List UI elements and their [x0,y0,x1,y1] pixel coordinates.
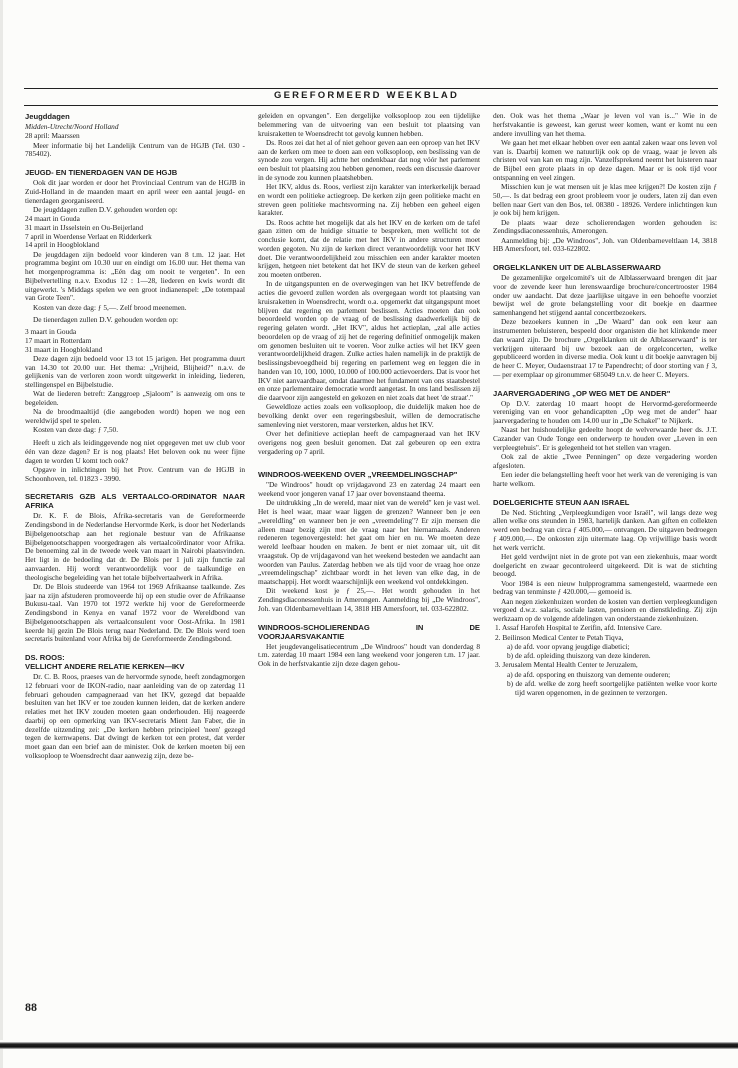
hospital-list-item: b) de afd. welke de zorg heeft soortgelijke patiënten welke voor korte tijd waren opgenomen, in de gezinnen te verzorgen. [507,678,717,697]
tiener-paragraph: Opgave in inlichtingen bij het Prov. Centrum van de HGJB in Schoonhoven, tel. 01823 - 3990. [25,464,245,483]
masthead [24,88,718,106]
scholieren-paragraph: We gaan het met elkaar hebben over een aantal zaken waar ons leven vol van is. Daarbij komen we natuurlijk ook op de vraag, waar je leven als christen vol van kan en mag zijn. Vanzelfsprekend neemt het luisteren naar de Bijbel een grote plaats in op deze dagen. Maar er is ook tijd voor ontspanning en veel zingen. [493,137,717,182]
afrika-heading: SECRETARIS GZB ALS VERTAALCO-ORDINATOR NAAR AFRIKA [25,492,245,511]
afrika-paragraph: Dr. De Blois studeerde van 1964 tot 1969 Afrikaanse taalkunde. Zes jaar na zijn afstuderen promoveerde hij op een studie over de Afrikaanse Bukusu-taal. Van 1970 tot 1972 werkte hij voor de Gereformeerde Zendingsbond in Kenya en vanaf 1972 voor de Wereldbond van Bijbelgenootschappen als vertaalconsulent voor Oost-Afrika. In 1981 keerde hij gezin De Blois terug naar Nederland. Dr. De Blois werd toen secretaris buitenland voor Afrika bij de Gereformeerde Zendingsbond. [25,581,245,644]
ikv-paragraph: In de uitgangspunten en de overwegingen van het IKV betreffende de acties die gevoerd zullen worden als overgegaan wordt tot plaatsing van kruisraketten in Woensdrecht, wordt o.a. opgemerkt dat uitgangspunt moet blijven dat regering en parlement beslissen. Acties moeten dan ook beoordeeld worden op de vraag of de beslissing daadwerkelijk bij de regering gelaten wordt. „Het IKV", aldus het actieplan, „zal alle acties beoordelen op de vraag of zij het de regering definitief onmogelijk maken om genomen besluiten uit te voeren. Voor zulke acties wil het IKV geen verantwoordelijkheid dragen. Zulke acties halen namelijk in de praktijk de beslissingsbevoegdheid bij regering en parlement weg en leggen die in handen van 10, 100, 1000, 10.000 of 100.000 actievoerders. Dat is voor het IKV niet aanvaardbaar, omdat daarmee het fundament van ons staatsbestel en onze parlementaire democratie wordt aangetast. In ons land beslissen zij die daarvoor zijn aangesteld en gekozen en niet zoals dat heet 'de straat'." [258,279,480,402]
roos-paragraph: Dr. C. B. Roos, praeses van de hervormde synode, heeft zondagmorgen 12 februari voor de IKON-radio, naar aanleiding van de op zaterdag 11 februari gehouden campagneraad van het IKV, gezegd dat bepaalde besluiten van het IKV er toe zouden kunnen leiden, dat de kerken andere relaties met het IKV zouden moeten gaan onderhouden. Hij reageerde daarbij op een opmerking van IKV-secretaris Mient Jan Faber, die in dezelfde uitzending zei: „De kerken hebben principieel 'neen' gezegd tegen de kernwapens. Dat dwingt de kerken tot een protest, dat verder moet gaan dan een brief aan de minister. Ook de kerken moeten bij een volksoploop te Woensdrecht daar aanwezig zijn, deze be- [25,672,245,760]
tiener-paragraph: Ook dit jaar worden er door het Provinciaal Centrum van de HGJB in Zuid-Holland in de maanden maart en april weer een aantal jeugd- en tienerdagen georganiseerd. [25,178,245,205]
masthead-title: GEREFORMEERD WEEKBLAD [274,90,460,101]
jaarvergadering-paragraph: Een ieder die belangstelling heeft voor het werk van de vereniging is van harte welkom. [493,470,717,488]
scholieren-paragraph: den. Ook was het thema „Waar je leven vol van is..." Wie in de herfstvakantie is geweest, kan gerust weer komen, want er komt nu een andere invulling van het thema. [493,112,717,138]
jeugddagen-region: Midden-Utrecht/Noord Holland [25,122,119,131]
tiener-paragraph: De jeugddagen zullen D.V. gehouden worden op: [33,204,178,214]
israel-heading: DOELGERICHTE STEUN AAN ISRAEL [493,497,630,507]
ikv-paragraph: Over het definitieve actieplan heeft de campagneraad van het IKV overigens nog geen besluit genomen. Dat zal gebeuren op een extra vergadering op 7 april. [258,429,480,456]
ikv-paragraph: Ds. Roos achtte het mogelijk dat als het IKV en de kerken om de tafel gaan zitten om de huidige situatie te bespreken, men wellicht tot de conclusie komt, dat de relatie met het IKV in andere structuren moet worden gegoten. Nu zijn de kerken direct verantwoordelijk voor het IKV doet. Die verantwoordelijkheid zou misschien een ander karakter moeten krijgen, hetgeen niet betekent dat het IKV de steun van de kerken geheel zou moeten ontberen. [258,217,480,279]
tiener-paragraph: De tienerdagen zullen D.V. gehouden worden op: [33,315,179,325]
column-2 [258,112,480,972]
tiener-paragraph: Kosten van deze dag: ƒ 7,50. [33,425,119,435]
windroos-paragraph: Dit weekend kost je ƒ 25,—. Het wordt gehouden in het Zendingsdiaconessenhuis in Amerongen. Aanmelding bij „De Windroos", Joh. van Oldenbarneveltlaan 14, 3818 HB Amersfoort, tel. 033-622802. [258,586,480,613]
orgel-paragraph: Deze bezoekers kunnen in „De Waard" dan ook een keur aan instrumenten beluisteren, bespeeld door organisten die het klinkende meer dan waard zijn. De brochure „Orgelklanken uit de Alblasserwaard" is ter verkrijgen uiteraard bij uw bezoek aan de orgelconcerten, welke gepubliceerd worden in diverse media. Ook kunt u dit boekje aanvragen bij de heer C. Meyer, Oudaenstraat 17 te Papendrecht; of door storting van ƒ 3,— per exemplaar op gironummer 685049 t.n.v. de heer C. Meyers. [493,317,717,379]
hospital-list-item: a) de afd. opsporing en thuiszorg van demente ouderen; [507,669,671,679]
tiener-paragraph: Deze dagen zijn bedoeld voor 13 tot 15 jarigen. Het programma duurt van 14.30 tot 20.00 uur. Het thema: „Vrijheid, Blijheid?" n.a.v. de gelijkenis van de verloren zoon wordt uitgewerkt in inleiding, liederen, stellingenspel en Bijbelstudie. [25,353,245,389]
roos-heading: DS. ROOS: VELLICHT ANDERE RELATIE KERKEN—IKV [25,653,185,671]
column-1 [25,112,245,872]
tiener-paragraph: Kosten van deze dag: ƒ 5,—. Zelf brood meenemen. [33,302,187,312]
jeugddagen-date: 28 april: Maarssen [25,131,80,141]
windroos-paragraph: De uitdrukking „In de wereld, maar niet van de wereld" ken je vast wel. Het is heel waar, maar waar liggen de grenzen? Wanneer ben je een „wereldling" en wanneer ben je een „vreemdeling"? Er zijn mensen die alleen maar bezig zijn met de vraag naar het hiernamaals. Anderen redeneren tegenovergesteld: het gaat om hier en nu. We moeten deze wereld leefbaar houden en maken. Je bent er niet zomaar uit, uit dit vraagstuk. Op de vrijdagavond van het weekend besteden we aandacht aan woorden van Paulus. Zaterdag hebben we als tijd voor de vraag hoe onze „vreemdelingschap" zichtbaar wordt in het leven van elke dag, in de maatschappij. Het wordt waarschijnlijk een weekend vol ontdekkingen. [258,498,480,586]
israel-paragraph: De Ned. Stichting „Verpleegkundigen voor Israël", wil langs deze weg allen welke ons steunden in 1983, hartelijk danken. Aan giften en collekten werd een bedrag van circa ƒ 405.000,— ontvangen. De uitgaven bedroegen ƒ 409.000,—. De onkosten zijn uitermate laag. Op vrijwillige basis wordt het werk verricht. [493,507,717,552]
tiener-paragraph: Heeft u zich als leidinggevende nog niet opgegeven met uw club voor één van deze dagen? Er is nog plaats! Het beloven ook nu weer fijne dagen te worden U komt toch ook? [25,438,245,465]
jaarvergadering-heading: JAARVERGADERING „OP WEG MET DE ANDER" [493,388,671,398]
israel-paragraph: Het geld verdwijnt niet in de grote pot van een ziekenhuis, maar wordt doelgericht en zwaar gecontroleerd uitgekeerd. Dit is wat de stichting beoogd. [493,551,717,579]
israel-paragraph: Aan negen ziekenhuizen worden de kosten van dertien verpleegkundigen vergoed d.w.z. salaris, sociale lasten, pensioen en dienstkleding. Zij zijn werkzaam op de volgende afdelingen van onderstaande ziekenhuizen. [493,596,717,623]
ikv-paragraph: geleiden en opvangen". Een dergelijke volksoploop zou een tijdelijke belemmering van de uitvoering van een besluit tot plaatsing van kruisraketten te Woensdrecht tot gevolg kunnen hebben. [258,112,480,138]
tiener-paragraph: De jeugddagen zijn bedoeld voor kinderen van 8 t.m. 12 jaar. Het programma begint om 10.30 uur en eindigt om 16.00 uur. Het thema van het morgenprogramma is: „Eén dag om nooit te vergeten". In een Bijbelvertelling n.a.v. Exodus 12 : 1—28, liederen en kwis wordt dit uitgewerkt. 's Middags spelen we een groot indianenspel: „De totempaal van Grote Teen". [25,249,245,303]
column-3 [493,112,717,972]
scholieren-heading: WINDROOS-SCHOLIERENDAG IN DE VOORJAARSVAKANTIE [258,622,480,641]
windroos-heading: WINDROOS-WEEKEND OVER „VREEMDELINGSCHAP" [258,470,458,480]
tiener-date-list: 24 maart in Gouda 31 maart in IJsselstein en Ou-Beijerland 7 april in Woerdense Verlaat en Ridderkerk 14 april in Hoogblokland [25,214,152,250]
scholieren-paragraph: Het jeugdevangelisatiecentrum „De Windroos" houdt van donderdag 8 t.m. zaterdag 10 maart 1984 een lang weekend voor jongeren t.m. 17 jaar. Ook in de herfstvakantie zijn deze dagen gehou- [258,641,480,668]
jeugddagen-heading: Jeugddagen [25,112,70,121]
hospital-list-item: 3. Jerusalem Mental Health Center te Jeruzalem, [495,660,638,670]
tiener-heading: JEUGD- EN TIENERDAGEN VAN DE HGJB [25,168,178,177]
ikv-paragraph: Ds. Roos zei dat het al of niet gehoor geven aan een oproep van het IKV aan de kerken om mee te doen aan een volksoploop, een beslissing van de synode zou vergen. Hij achtte het ondenkbaar dat nog vóór het parlement een besluit tot plaatsing zou hebben genomen, reeds een discussie daarover in de synode zou kunnen plaatshebben. [258,137,480,182]
windroos-paragraph: "De Windroos" houdt op vrijdagavond 23 en zaterdag 24 maart een weekend voor jongeren vanaf 17 jaar over bovenstaand theema. [258,480,480,498]
afrika-paragraph: Dr. K. F. de Blois, Afrika-secretaris van de Gereformeerde Zendingsbond in de Nederlandse Hervormde Kerk, is door het Nederlands Bijbelgenootschap aan het regionale bestuur van de Afrikaanse Bijbelgenootschappen voorgedragen als vertaalcoördinator voor Afrika. De benoeming zal in de tweede week van maart in Nairobi plaatsvinden. Het ligt in de bedoeling dat dr. De Blois per 1 juli zijn functie zal aanvaarden. Hij wordt verantwoordelijk voor de taalkundige en theologische begeleiding van het totale bijbelvertaalwerk in Afrika. [25,511,245,582]
jaarvergadering-paragraph: Ook zal de aktie „Twee Penningen" op deze vergadering worden afgesloten. [493,452,717,470]
jaarvergadering-paragraph: Op D.V. zaterdag 10 maart hoopt de Hervormd-gereformeerde vereniging van en voor gehandicaptten „Op weg met de ander" haar jaarvergadering te houden om 14.00 uur in „De Schakel" te Nijkerk. [493,398,717,425]
orgel-paragraph: De gezamenlijke orgelcomité's uit de Alblasserwaard brengen dit jaar voor de zevende keer hun lerenswaardige brochure/concertrooster 1984 onder uw aandacht. Dat deze jaarlijkse uitgave in een behoefte voorziet bewijst wel de grote belangstelling voor dit boekje en daarmee samenhangend het stijgend aantal concertbezoekers. [493,273,717,317]
jaarvergadering-paragraph: Naast het huishoudelijke gedeelte hoopt de welverwaarde heer ds. J.T. Cazander van Oude Tonge een onderwerp te houden over „Leven in een verpleegtehuis". Er is gelegenheid tot het stellen van vragen. [493,425,717,452]
hospital-list-item: 1. Assaf Harofeh Hospital te Zerifin, afd. Intensive Care. [495,623,662,633]
page-number: 88 [25,1000,37,1014]
tiener-paragraph: Wat de liederen betreft: Zanggroep „Sjaloom" is aanwezig om ons te begeleiden. [25,389,245,407]
tiener-paragraph: Na de broodmaaltijd (die aangeboden wordt) hopen we nog een wereldwijd spel te spelen. [25,407,245,425]
ikv-paragraph: Het IKV, aldus ds. Roos, verliest zijn karakter van interkerkelijk beraad en wordt een politieke actiegroep. De kerken zijn geen politieke macht en streven geen politieke machtsvorming na. Zij hebben een geheel eigen karakter. [258,182,480,218]
bottom-rule [0,1040,738,1049]
israel-paragraph: Voor 1984 is een nieuw hulpprogramma samengesteld, waarmede een bedrag van tenminste ƒ 420.000,— gemoeid is. [493,578,717,597]
scholieren-paragraph: Misschien kun je wat mensen uit je klas mee krijgen?! De kosten zijn ƒ 50,—. Is dat bedrag een groot probleem voor je ouders, laten zij dan even bellen naar Gert van den Bos, tel. 08380 - 18926. Verdere inlichtingen kun je ook bij hem krijgen. [493,182,717,218]
scan-edge [0,0,3,1068]
jeugddagen-info: Meer informatie bij het Landelijk Centrum van de HGJB (Tel. 030 - 785402). [25,140,245,159]
hospital-list-item: b) de afd. opleiding thuiszorg van deze kinderen. [507,651,651,660]
ikv-paragraph: Geweldloze acties zoals een volksoploop, die duidelijk maken hoe de bevolking denkt over een regeringsbesluit, willen de democratische samenleving niet verstoren, maar versterken, aldus het IKV. [258,402,480,429]
scholieren-paragraph: Aanmelding bij: „De Windroos", Joh. van Oldenbarneveltlaan 14, 3818 HB Amersfoort, tel. 033-622802. [493,235,717,254]
scholieren-paragraph: De plaats waar deze scholierendagen worden gehouden is: Zendingsdiaconessenhuis, Amerongen. [493,217,717,236]
hospital-list-item: a) de afd. voor opvang jeugdige diabetici; [507,641,630,651]
orgel-heading: ORGELKLANKEN UIT DE ALBLASSERWAARD [493,263,661,272]
hospital-list-item: 2. Beilinson Medical Center te Petah Tiqva, [495,632,624,642]
tiener-date-list: 3 maart in Gouda 17 maart in Rotterdam 31 maart in Hoogblokland [25,327,103,354]
